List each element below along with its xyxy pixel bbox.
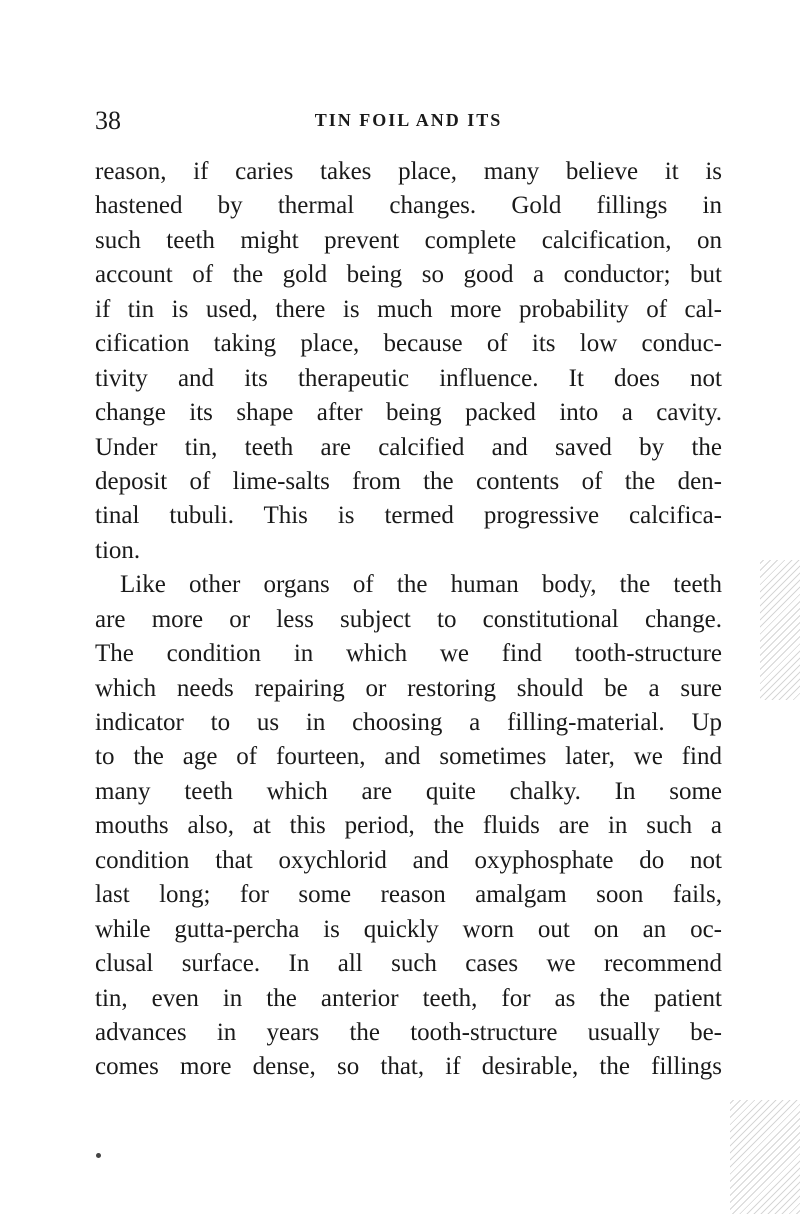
text-line: comes more dense, so that, if desirable, the fillings [95,1053,722,1081]
text-line: tion. [95,536,141,564]
text-line: tin, even in the anterior teeth, for as the patient [95,984,722,1012]
text-line: advances in years the tooth-structure usually be- [95,1018,722,1046]
text-line: cification taking place, because of its low conduc- [95,330,722,358]
text-line: indicator to us in choosing a filling-material. Up [95,709,722,736]
page-number: 38 [95,106,121,135]
text-line: to the age of fourteen, and sometimes later, we find [95,743,722,771]
text-line: tinal tubuli. This is termed progressive calcifica- [95,502,722,530]
text-line: hastened by thermal changes. Gold fillings in [95,192,722,220]
scan-edge-noise [730,1100,800,1214]
text-line: while gutta-percha is quickly worn out on an oc- [95,915,722,943]
text-line: last long; for some reason amalgam soon fails, [95,881,722,909]
text-line: are more or less subject to constitutional change. [95,605,722,633]
text-line: Like other organs of the human body, the teeth [120,571,722,599]
text-line: change its shape after being packed into a cavity. [95,399,722,427]
text-line: if tin is used, there is much more probability of cal- [95,295,722,323]
text-line: many teeth which are quite chalky. In some [95,777,722,805]
scan-speck [96,1153,101,1158]
page-header [95,106,722,140]
text-line: reason, if caries takes place, many believe it is [95,158,722,185]
scan-edge-noise [760,560,800,700]
text-line: such teeth might prevent complete calcification, on [95,226,722,254]
text-line: deposit of lime-salts from the contents of the den- [95,467,722,495]
text-line: tivity and its therapeutic influence. It does not [95,364,722,392]
running-title: TIN FOIL AND ITS [314,110,503,130]
text-line: The condition in which we find tooth-structure [95,640,722,668]
text-line: account of the gold being so good a conductor; but [95,261,722,289]
text-line: mouths also, at this period, the fluids are in such a [95,812,722,840]
text-line: condition that oxychlorid and oxyphosphate do not [95,846,722,874]
text-line: which needs repairing or restoring should be a sure [95,674,722,702]
text-line: clusal surface. In all such cases we recommend [95,950,722,978]
body-text [95,155,722,1085]
text-line: Under tin, teeth are calcified and saved by the [95,433,722,461]
